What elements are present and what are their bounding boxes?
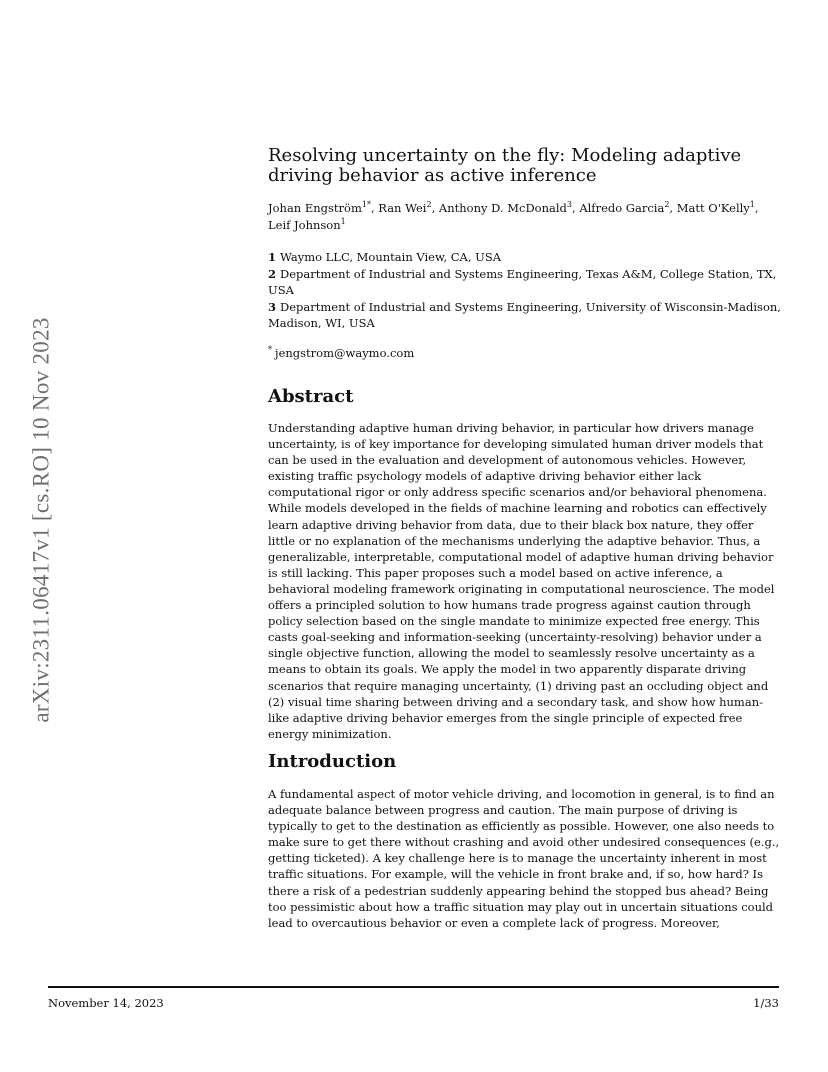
- author-affiliation-marker: 2: [426, 200, 432, 210]
- corresponding-author: [268, 345, 781, 361]
- author-name: Johan Engström: [268, 201, 362, 215]
- author-name: Alfredo Garcia: [579, 201, 665, 215]
- arxiv-sidebar: [30, 280, 54, 760]
- affiliation-item: [268, 249, 781, 266]
- affiliation-item: [268, 299, 781, 332]
- paper-title: Resolving uncertainty on the fly: Modeling adaptive driving behavior as active inference: [268, 145, 742, 186]
- corresponding-mark: *: [268, 345, 272, 355]
- introduction-heading: Introduction: [268, 751, 397, 772]
- abstract-text: Understanding adaptive human driving behavior, in particular how drivers manage uncertainty, is of key importance for developing simulated human driver models that can be used in the evaluation and development of autonomous vehicles. However, existing traffic psychology models of adaptive driving behavior either lack computational rigor or only address specific scenarios and/or behavioral phenomena. While models developed in the fields of machine learning and robotics can effectively learn adaptive driving behavior from data, due to their black box nature, they offer little or no explanation of the mechanisms underlying the adaptive behavior. Thus, a generalizable, interpretable, computational model of adaptive human driving behavior is still lacking. This paper proposes such a model based on active inference, a behavioral modeling framework originating in computational neuroscience. The model offers a principled solution to how humans trade progress against caution through policy selection based on the single mandate to minimize expected free energy. This casts goal-seeking and information-seeking (uncertainty-resolving) behavior under a single objective function, allowing the model to seamlessly resolve uncertainty as a means to obtain its goals. We apply the model in two apparently disparate driving scenarios that require managing uncertainty, (1) driving past an occluding object and (2) visual time sharing between driving and a secondary task, and show how human-like adaptive driving behavior emerges from the single principle of expected free energy minimization.: [268, 421, 775, 741]
- author-name: Ran Wei: [378, 201, 427, 215]
- author-list: Johan Engström$^{1*}$, Ran Wei$^2$, Anthony D. McDonald$^3$, Alfredo Garcia$^2$, Matt O'Kelly$^1$, Leif Johnson$^1$: [268, 200, 759, 232]
- author-name: Matt O'Kelly: [676, 201, 750, 215]
- author: [268, 201, 371, 215]
- author: [268, 218, 346, 232]
- author: [439, 201, 572, 215]
- affiliation-item: [268, 266, 781, 299]
- introduction-text: A fundamental aspect of motor vehicle driving, and locomotion in general, is to find an adequate balance between progress and caution. The main purpose of driving is typically to get to the destination as efficiently as possible. However, one also needs to make sure to get there without crashing and avoid other undesired consequences (e.g., getting ticketed). A key challenge here is to manage the uncertainty inherent in most traffic situations. For example, will the vehicle in front brake and, if so, how hard? Is there a risk of a pedestrian suddenly appearing behind the stopped bus ahead? Being too pessimistic about how a traffic situation may play out in uncertain situations could lead to overcautious behavior or even a complete lack of progress. Moreover,: [268, 787, 780, 930]
- arxiv-identifier: arXiv:2311.06417v1 [cs.RO] 10 Nov 2023: [29, 317, 54, 723]
- affiliation-number: 3: [268, 299, 277, 314]
- author-name: Anthony D. McDonald: [438, 201, 567, 215]
- footer-date: November 14, 2023: [48, 996, 164, 1010]
- author-affiliation-marker: 1: [749, 200, 755, 210]
- affiliation-text: Waymo LLC, Mountain View, CA, USA: [280, 250, 502, 264]
- author-affiliation-marker: 2: [664, 200, 670, 210]
- author: [378, 201, 431, 215]
- author-affiliation-marker: 1*: [361, 200, 371, 210]
- footer-divider: [48, 986, 779, 988]
- affiliation-number: 2: [268, 266, 277, 281]
- affiliation-text: Department of Industrial and Systems Engineering, University of Wisconsin-Madison, Madison, WI, USA: [268, 299, 781, 330]
- page-number: 1/33: [753, 996, 779, 1010]
- author-name: Leif Johnson: [268, 218, 341, 232]
- abstract-heading: Abstract: [268, 386, 354, 407]
- affiliation-text: Department of Industrial and Systems Engineering, Texas A&M, College Station, TX, USA: [268, 266, 777, 297]
- author-affiliation-marker: 3: [566, 200, 573, 210]
- author: [579, 201, 669, 215]
- author: [677, 201, 755, 215]
- affiliation-list: [268, 249, 781, 332]
- affiliation-number: 1: [268, 250, 277, 264]
- email-address: jengstrom@waymo.com: [275, 346, 415, 360]
- author-affiliation-marker: 1: [340, 217, 346, 227]
